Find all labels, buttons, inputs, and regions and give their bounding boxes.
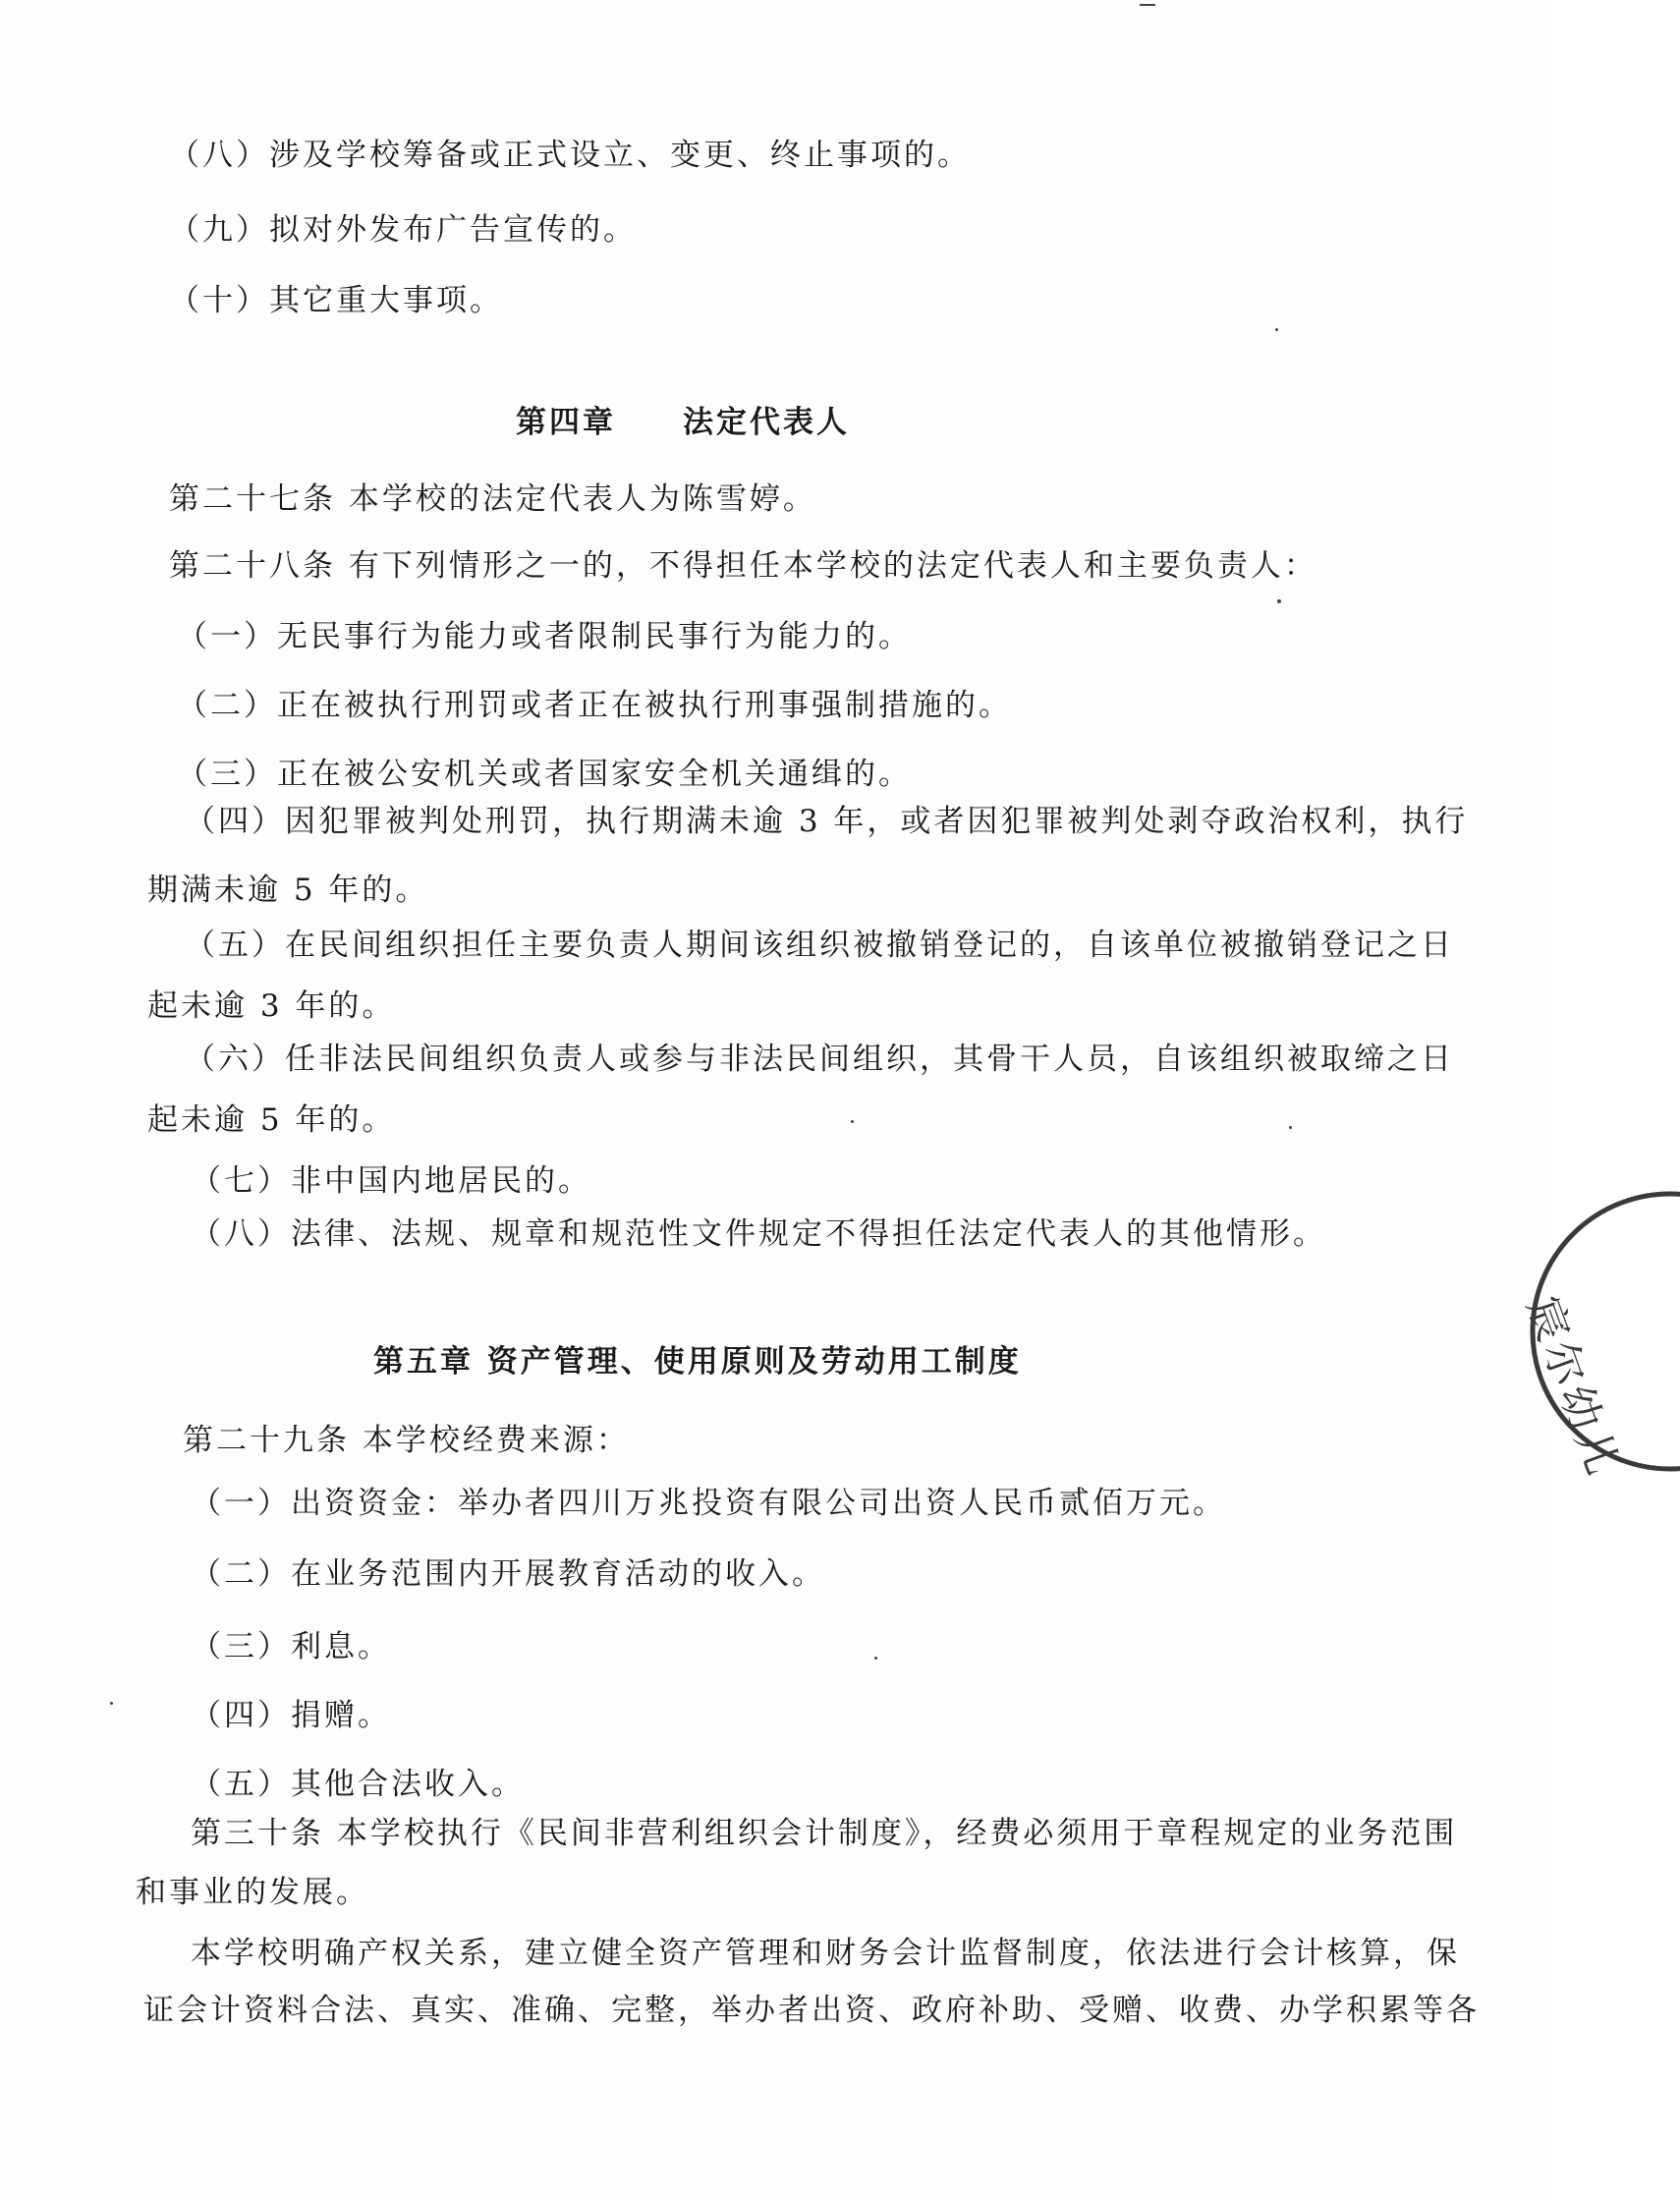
paragraph-line: 本学校明确产权关系，建立健全资产管理和财务会计监督制度，依法进行会计核算，保	[191, 1936, 1460, 1971]
clause-line: （十）其它重大事项。	[169, 283, 503, 318]
clause-line: （七）非中国内地居民的。	[191, 1163, 591, 1199]
clause-line: （八）法律、法规、规章和规范性文件规定不得担任法定代表人的其他情形。	[191, 1216, 1326, 1252]
clause-line: （八）涉及学校筹备或正式设立、变更、终止事项的。	[169, 138, 971, 173]
scan-speck	[1289, 1126, 1292, 1129]
article-line: 第三十条 本学校执行《民间非营利组织会计制度》，经费必须用于章程规定的业务范围	[191, 1816, 1458, 1851]
clause-line: （二）正在被执行刑罚或者正在被执行刑事强制措施的。	[177, 688, 1012, 723]
scan-speck	[851, 1120, 854, 1123]
clause-line: 期满未逾 5 年的。	[147, 873, 429, 908]
clause-line: （二）在业务范围内开展教育活动的收入。	[191, 1556, 825, 1592]
scan-speck	[874, 1657, 877, 1660]
scan-speck	[110, 1702, 113, 1705]
seal-stamp	[1484, 1189, 1680, 1485]
clause-line: （六）任非法民间组织负责人或参与非法民间组织，其骨干人员，自该组织被取缔之日	[185, 1042, 1454, 1077]
chapter-heading: 第四章 法定代表人	[516, 405, 850, 440]
article-line: 第二十九条 本学校经费来源：	[183, 1423, 630, 1458]
svg-text:宸尔幼儿: 宸尔幼儿	[1517, 1289, 1629, 1485]
article-line: 第二十八条 有下列情形之一的，不得担任本学校的法定代表人和主要负责人：	[169, 548, 1317, 584]
clause-line: （一）出资资金：举办者四川万兆投资有限公司出资人民币贰佰万元。	[191, 1486, 1226, 1521]
article-line: 和事业的发展。	[136, 1875, 369, 1910]
clause-line: 起未逾 5 年的。	[147, 1102, 396, 1138]
scan-speck	[1275, 328, 1278, 331]
scan-speck	[1140, 4, 1155, 6]
clause-line: （三）正在被公安机关或者国家安全机关通缉的。	[177, 757, 912, 792]
clause-line: （四）捐赠。	[191, 1698, 391, 1733]
scan-speck	[1277, 599, 1281, 603]
clause-line: （三）利息。	[191, 1629, 391, 1664]
clause-line: （四）因犯罪被判处刑罚，执行期满未逾 3 年，或者因犯罪被判处剥夺政治权利，执行	[185, 804, 1469, 839]
clause-line: （五）在民间组织担任主要负责人期间该组织被撤销登记的，自该单位被撤销登记之日	[185, 928, 1454, 963]
clause-line: （一）无民事行为能力或者限制民事行为能力的。	[177, 619, 912, 654]
clause-line: （五）其他合法收入。	[191, 1767, 525, 1802]
clause-line: 起未逾 3 年的。	[147, 988, 396, 1024]
article-line: 第二十七条 本学校的法定代表人为陈雪婷。	[169, 481, 816, 517]
clause-line: （九）拟对外发布广告宣传的。	[169, 212, 637, 248]
chapter-heading: 第五章 资产管理、使用原则及劳动用工制度	[373, 1344, 1022, 1380]
paragraph-line: 证会计资料合法、真实、准确、完整，举办者出资、政府补助、受赠、收费、办学积累等各	[143, 1993, 1480, 2028]
